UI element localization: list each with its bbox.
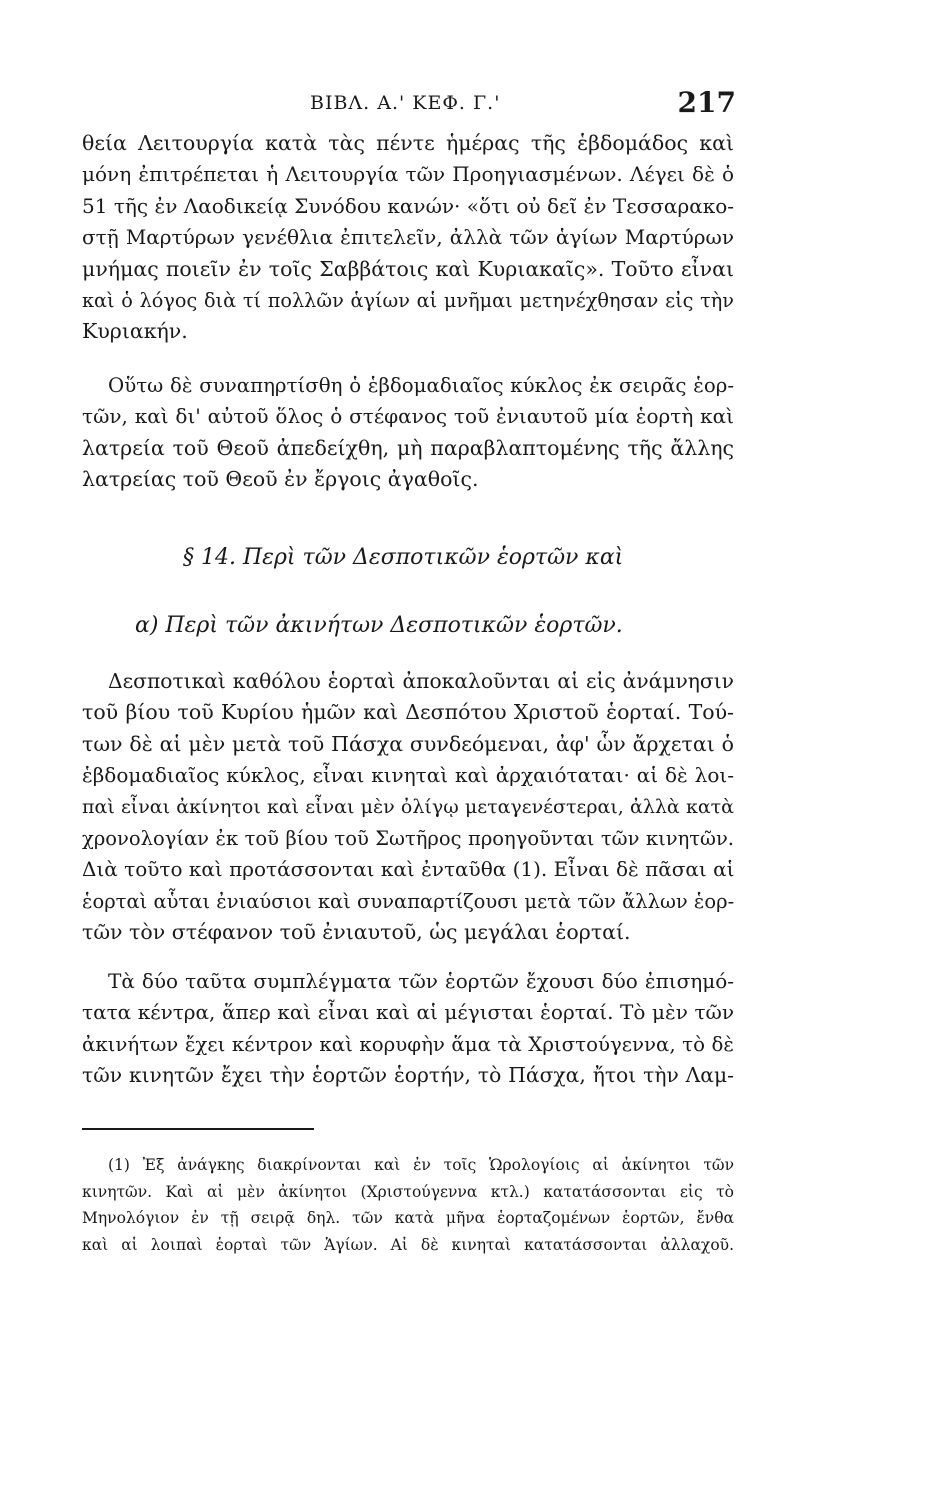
text-line: Οὕτω δὲ συναπηρτίσθη ὁ ἑβδομαδιαῖος κύκλος ἐκ σειρᾶς ἑορ- — [108, 374, 734, 397]
paragraph-weekly-cycle — [82, 370, 734, 496]
text-line: χρονολογίαν ἐκ τοῦ βίου τοῦ Σωτῆρος προηγοῦνται τῶν κινητῶν. — [82, 827, 734, 851]
text-line: των δὲ αἱ μὲν μετὰ τοῦ Πάσχα συνδεόμεναι, ἀφ' ὧν ἄρχεται ὁ — [82, 731, 734, 756]
paragraph-feasts-of-the-lord — [82, 666, 734, 949]
text-line: τατα κέντρα, ἅπερ καὶ εἶναι καὶ αἱ μέγισται ἑορταί. Τὸ μὲν τῶν — [82, 1000, 734, 1025]
text-line: Διὰ τοῦτο καὶ προτάσσονται καὶ ἐνταῦθα (1). Εἶναι δὲ πᾶσαι αἱ — [82, 857, 735, 882]
text-line: παὶ εἶναι ἀκίνητοι καὶ εἶναι μὲν ὀλίγῳ μεταγενέστεραι, ἀλλὰ κατὰ — [82, 795, 734, 818]
text-line: λατρεία τοῦ Θεοῦ ἀπεδείχθη, μὴ παραβλαπτομένης τῆς ἄλλης — [82, 435, 734, 460]
paragraph-continued — [82, 128, 734, 348]
text-line: τῶν κινητῶν ἔχει τὴν ἑορτῶν ἑορτήν, τὸ Πάσχα, ἤτοι τὴν Λαμ- — [82, 1063, 734, 1088]
page-number: 217 — [677, 86, 736, 119]
text-line: ἀκινήτων ἔχει κέντρον καὶ κορυφὴν ἅμα τὰ Χριστούγεννα, τὸ δὲ — [82, 1032, 734, 1056]
section-heading: § 14. Περὶ τῶν Δεσποτικῶν ἑορτῶν καὶ — [183, 545, 624, 570]
text-line: τῶν τὸν στέφανον τοῦ ἐνιαυτοῦ, ὡς μεγάλαι ἑορταί. — [82, 920, 631, 945]
text-line: καὶ ὁ λόγος διὰ τί πολλῶν ἁγίων αἱ μνῆμαι μετηνέχθησαν εἰς τὴν — [82, 289, 734, 313]
text-line: Δεσποτικαὶ καθόλου ἑορταὶ ἀποκαλοῦνται αἱ εἰς ἀνάμνησιν — [108, 669, 734, 693]
running-head: ΒΙΒΛ. Α.' ΚΕΦ. Γ.' — [310, 92, 501, 114]
subsection-heading: α) Περὶ τῶν ἀκινήτων Δεσποτικῶν ἑορτῶν. — [135, 613, 623, 638]
text-line: στῇ Μαρτύρων γενέθλια ἐπιτελεῖν, ἀλλὰ τῶν ἁγίων Μαρτύρων — [82, 225, 734, 250]
text-line: 51 τῆς ἐν Λαοδικείᾳ Συνόδου κανών· «ὅτι οὐ δεῖ ἐν Τεσσαρακο- — [82, 193, 734, 218]
text-line: τοῦ βίου τοῦ Κυρίου ἡμῶν καὶ Δεσπότου Χριστοῦ ἑορταί. Τού- — [82, 700, 734, 725]
text-line: θεία Λειτουργία κατὰ τὰς πέντε ἡμέρας τῆς ἑβδομάδος καὶ — [82, 131, 734, 155]
text-line: λατρείας τοῦ Θεοῦ ἐν ἔργοις ἀγαθοῖς. — [82, 467, 479, 492]
text-line: μνήμας ποιεῖν ἐν τοῖς Σαββάτοις καὶ Κυριακαῖς». Τοῦτο εἶναι — [82, 256, 734, 281]
text-line: ἑορταὶ αὗται ἐνιαύσιοι καὶ συναπαρτίζουσι μετὰ τῶν ἄλλων ἑορ- — [82, 889, 735, 913]
footnote-line: (1) Ἐξ ἀνάγκης διακρίνονται καὶ ἐν τοῖς Ὡρολογίοις αἱ ἀκίνητοι τῶν — [108, 1156, 734, 1174]
text-line: Κυριακήν. — [82, 319, 188, 344]
paragraph-two-centers — [82, 966, 734, 1092]
text-line: Τὰ δύο ταῦτα συμπλέγματα τῶν ἑορτῶν ἔχουσι δύο ἐπισημό- — [108, 969, 734, 993]
footnote-line: Μηνολόγιον ἐν τῇ σειρᾷ δηλ. τῶν κατὰ μῆνα ἑορταζομένων ἑορτῶν, ἔνθα — [82, 1209, 734, 1227]
text-line: ἑβδομαδιαῖος κύκλος, εἶναι κινηταὶ καὶ ἀρχαιόταται· αἱ δὲ λοι- — [82, 763, 734, 788]
text-line: τῶν, καὶ δι' αὐτοῦ ὅλος ὁ στέφανος τοῦ ἐνιαυτοῦ μία ἑορτὴ καὶ — [82, 404, 734, 429]
footnote — [82, 1152, 734, 1258]
text-line: μόνη ἐπιτρέπεται ἡ Λειτουργία τῶν Προηγιασμένων. Λέγει δὲ ὁ — [82, 162, 734, 187]
footnote-line: κινητῶν. Καὶ αἱ μὲν ἀκίνητοι (Χριστούγεννα κτλ.) κατατάσσονται εἰς τὸ — [82, 1182, 734, 1201]
footnote-line: καὶ αἱ λοιπαὶ ἑορταὶ τῶν Ἁγίων. Αἱ δὲ κινηταὶ κατατάσσονται ἀλλαχοῦ. — [82, 1235, 734, 1254]
footnote-rule — [82, 1128, 314, 1130]
